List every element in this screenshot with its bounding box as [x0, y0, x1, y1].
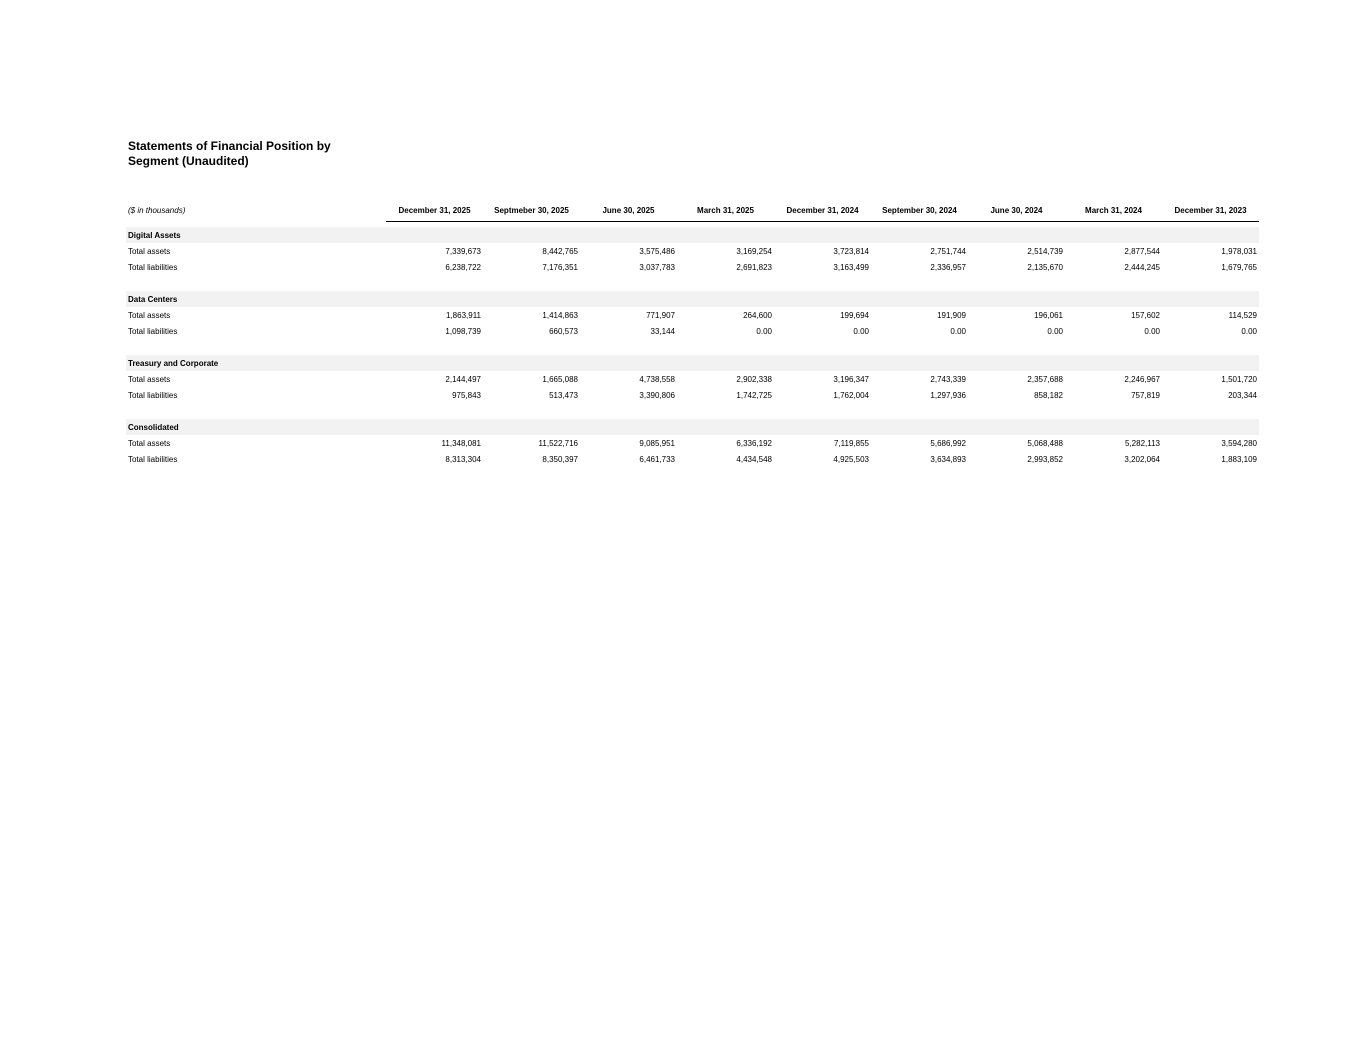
table-row	[126, 259, 1259, 275]
table-cell: 513,473	[549, 390, 578, 400]
table-cell: 3,169,254	[736, 246, 772, 256]
table-cell: 2,691,823	[736, 262, 772, 272]
table-cell: 191,909	[937, 310, 966, 320]
table-cell: 2,444,245	[1124, 262, 1160, 272]
table-cell: 196,061	[1034, 310, 1063, 320]
row-label: Total assets	[128, 438, 171, 448]
table-cell: 660,573	[549, 326, 578, 336]
table-cell: 1,297,936	[930, 390, 966, 400]
table-cell: 2,135,670	[1027, 262, 1063, 272]
page-title: Statements of Financial Position by Segment (Unaudited)	[128, 139, 331, 168]
table-cell: 3,634,893	[930, 454, 966, 464]
table-cell: 4,925,503	[833, 454, 869, 464]
table-cell: 1,762,004	[833, 390, 869, 400]
table-cell: 11,348,081	[441, 438, 481, 448]
row-label: Total assets	[128, 374, 171, 384]
table-cell: 2,993,852	[1027, 454, 1063, 464]
table-cell: 0.00	[950, 326, 966, 336]
table-cell: 1,414,863	[542, 310, 578, 320]
column-header: September 30, 2024	[871, 199, 968, 222]
table-row	[126, 323, 1259, 339]
table-cell: 203,344	[1228, 390, 1257, 400]
table-cell: 1,098,739	[445, 326, 481, 336]
table-cell: 9,085,951	[639, 438, 675, 448]
table-cell: 6,238,722	[445, 262, 481, 272]
column-header: December 31, 2024	[774, 199, 871, 222]
section-header-row	[126, 291, 1259, 307]
column-header: March 31, 2025	[677, 199, 774, 222]
table-cell: 771,907	[646, 310, 675, 320]
table-cell: 3,202,064	[1124, 454, 1160, 464]
section-title: Data Centers	[126, 291, 1259, 307]
table-cell: 33,144	[650, 326, 675, 336]
row-label: Total liabilities	[128, 454, 178, 464]
section-title: Consolidated	[126, 419, 1259, 435]
table-cell: 2,514,739	[1027, 246, 1063, 256]
table-cell: 6,336,192	[736, 438, 772, 448]
table-cell: 975,843	[452, 390, 481, 400]
table-cell: 3,163,499	[833, 262, 869, 272]
table-cell: 2,877,544	[1124, 246, 1160, 256]
row-label: Total liabilities	[128, 390, 178, 400]
table-cell: 1,742,725	[736, 390, 772, 400]
column-header: December 31, 2023	[1162, 199, 1259, 222]
table-cell: 7,119,855	[834, 438, 869, 448]
row-label: Total liabilities	[128, 326, 178, 336]
row-label: Total assets	[128, 310, 171, 320]
table-row	[126, 371, 1259, 387]
spacer-row	[126, 275, 1259, 291]
column-header: Septmeber 30, 2025	[483, 199, 580, 222]
spacer-row	[126, 403, 1259, 419]
table-body	[126, 222, 1259, 468]
table-row	[126, 387, 1259, 403]
section-title: Digital Assets	[126, 227, 1259, 243]
table-cell: 8,313,304	[445, 454, 481, 464]
section-header-row	[126, 355, 1259, 371]
table-cell: 0.00	[756, 326, 772, 336]
table-cell: 757,819	[1131, 390, 1160, 400]
table-cell: 2,246,967	[1124, 374, 1160, 384]
table-cell: 3,575,486	[639, 246, 675, 256]
table-cell: 2,751,744	[930, 246, 966, 256]
table-cell: 7,339,673	[445, 246, 481, 256]
table-cell: 3,037,783	[639, 262, 675, 272]
table-cell: 5,282,113	[1125, 438, 1160, 448]
table-cell: 3,594,280	[1221, 438, 1257, 448]
table-row	[126, 435, 1259, 451]
financial-position-table	[126, 199, 1259, 467]
column-header: December 31, 2025	[386, 199, 483, 222]
table-cell: 2,144,497	[445, 374, 481, 384]
row-label: Total liabilities	[128, 262, 178, 272]
table-cell: 1,863,911	[446, 310, 481, 320]
table-row	[126, 307, 1259, 323]
table-row	[126, 243, 1259, 259]
table-cell: 5,686,992	[930, 438, 966, 448]
table-cell: 5,068,488	[1027, 438, 1063, 448]
table-cell: 1,665,088	[542, 374, 578, 384]
table-cell: 2,357,688	[1027, 374, 1063, 384]
table-cell: 3,196,347	[833, 374, 869, 384]
table-row	[126, 451, 1259, 467]
table-cell: 114,529	[1228, 310, 1257, 320]
units-label: ($ in thousands)	[128, 205, 186, 215]
table-cell: 199,694	[840, 310, 869, 320]
header-row	[126, 199, 1259, 222]
table-cell: 1,679,765	[1221, 262, 1257, 272]
table-cell: 0.00	[853, 326, 869, 336]
table-cell: 2,743,339	[930, 374, 966, 384]
section-title: Treasury and Corporate	[126, 355, 1259, 371]
table-cell: 2,902,338	[736, 374, 772, 384]
table-cell: 7,176,351	[542, 262, 578, 272]
column-header: March 31, 2024	[1065, 199, 1162, 222]
column-header: June 30, 2024	[968, 199, 1065, 222]
table-cell: 1,501,720	[1221, 374, 1257, 384]
spacer-row	[126, 339, 1259, 355]
table-cell: 8,442,765	[542, 246, 578, 256]
table-cell: 6,461,733	[639, 454, 675, 464]
table-cell: 11,522,716	[538, 438, 578, 448]
table-cell: 1,883,109	[1221, 454, 1257, 464]
table-cell: 0.00	[1241, 326, 1257, 336]
section-header-row	[126, 419, 1259, 435]
table-cell: 157,602	[1131, 310, 1160, 320]
table-cell: 264,600	[743, 310, 772, 320]
section-header-row	[126, 227, 1259, 243]
table-cell: 4,738,558	[639, 374, 675, 384]
table-cell: 0.00	[1144, 326, 1160, 336]
table-cell: 8,350,397	[542, 454, 578, 464]
table-cell: 858,182	[1034, 390, 1063, 400]
row-label: Total assets	[128, 246, 171, 256]
table-cell: 3,723,814	[833, 246, 869, 256]
table-cell: 4,434,548	[736, 454, 772, 464]
table-cell: 3,390,806	[639, 390, 675, 400]
table-cell: 0.00	[1047, 326, 1063, 336]
table-cell: 1,978,031	[1221, 246, 1257, 256]
table-cell: 2,336,957	[930, 262, 966, 272]
column-header: June 30, 2025	[580, 199, 677, 222]
